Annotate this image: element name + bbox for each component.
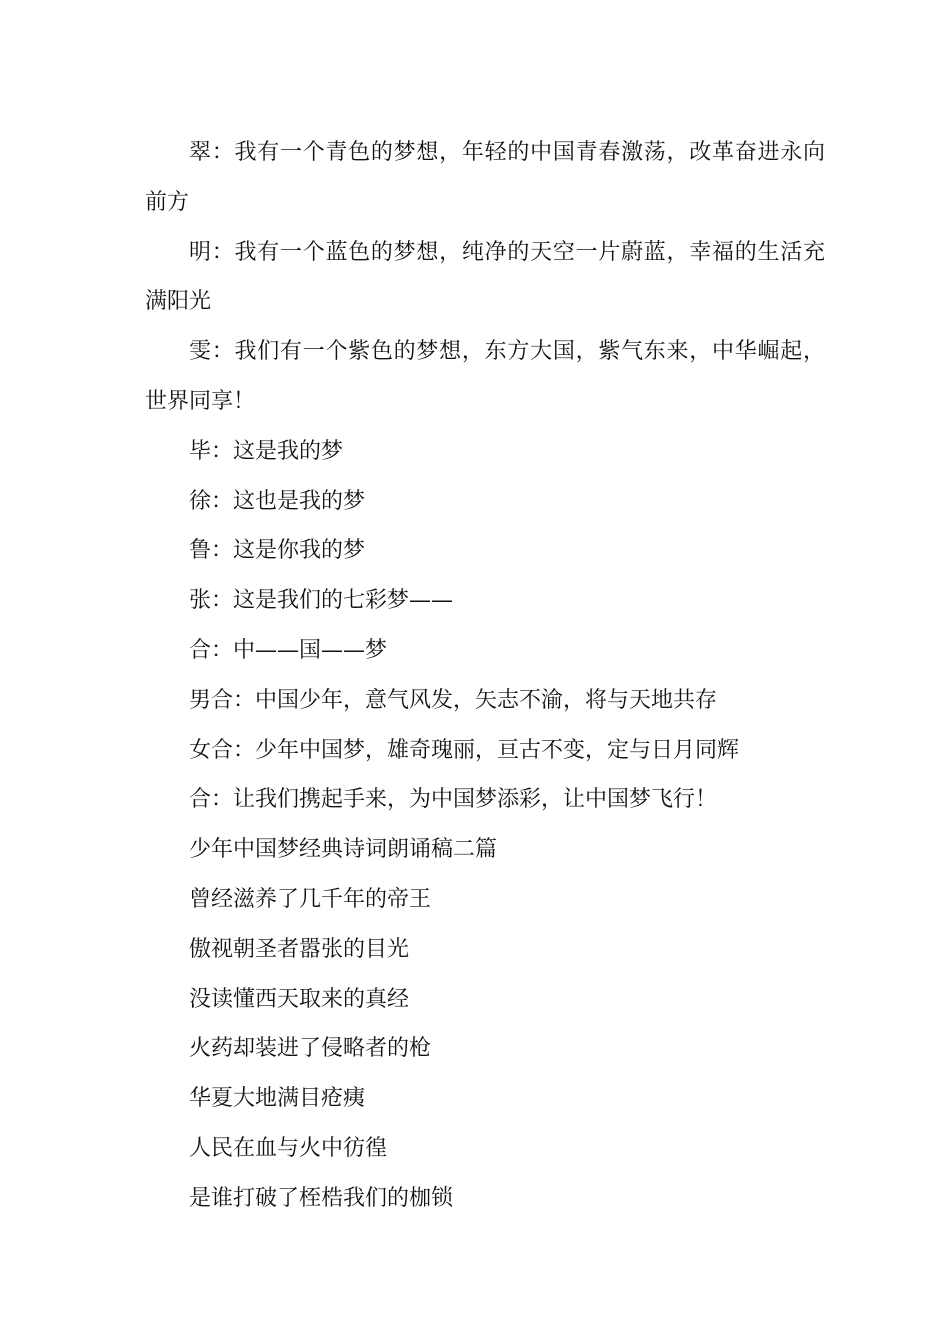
paragraph: 合：中——国——梦 xyxy=(189,637,388,663)
poem-line: 傲视朝圣者嚣张的目光 xyxy=(189,936,410,962)
poem-line: 曾经滋养了几千年的帝王 xyxy=(189,886,432,912)
section-heading: 少年中国梦经典诗词朗诵稿二篇 xyxy=(189,837,498,863)
paragraph: 男合：中国少年，意气风发，矢志不渝，将与天地共存 xyxy=(189,687,718,713)
paragraph: 明：我有一个蓝色的梦想，纯净的天空一片蔚蓝，幸福的生活充满阳光 xyxy=(145,239,825,315)
paragraph: 翠：我有一个青色的梦想，年轻的中国青春激荡，改革奋进永向前方 xyxy=(145,140,825,215)
paragraph: 鲁：这是你我的梦 xyxy=(189,538,366,564)
paragraph: 雯：我们有一个紫色的梦想，东方大国，紫气东来，中华崛起，世界同享！ xyxy=(145,339,825,414)
paragraph: 女合：少年中国梦，雄奇瑰丽，亘古不变，定与日月同辉 xyxy=(189,737,740,763)
document-body xyxy=(145,128,825,1224)
poem-line: 火药却装进了侵略者的枪 xyxy=(189,1036,432,1062)
paragraph: 合：让我们携起手来，为中国梦添彩，让中国梦飞行！ xyxy=(189,787,718,813)
poem-line: 华夏大地满目疮痍 xyxy=(189,1086,366,1112)
poem-line: 没读懂西天取来的真经 xyxy=(189,986,410,1012)
paragraph: 毕：这是我的梦 xyxy=(189,438,344,464)
paragraph: 徐：这也是我的梦 xyxy=(189,488,366,514)
poem-line: 是谁打破了桎梏我们的枷锁 xyxy=(189,1185,454,1211)
paragraph: 张：这是我们的七彩梦—— xyxy=(189,588,454,614)
poem-line: 人民在血与火中彷徨 xyxy=(189,1135,388,1161)
